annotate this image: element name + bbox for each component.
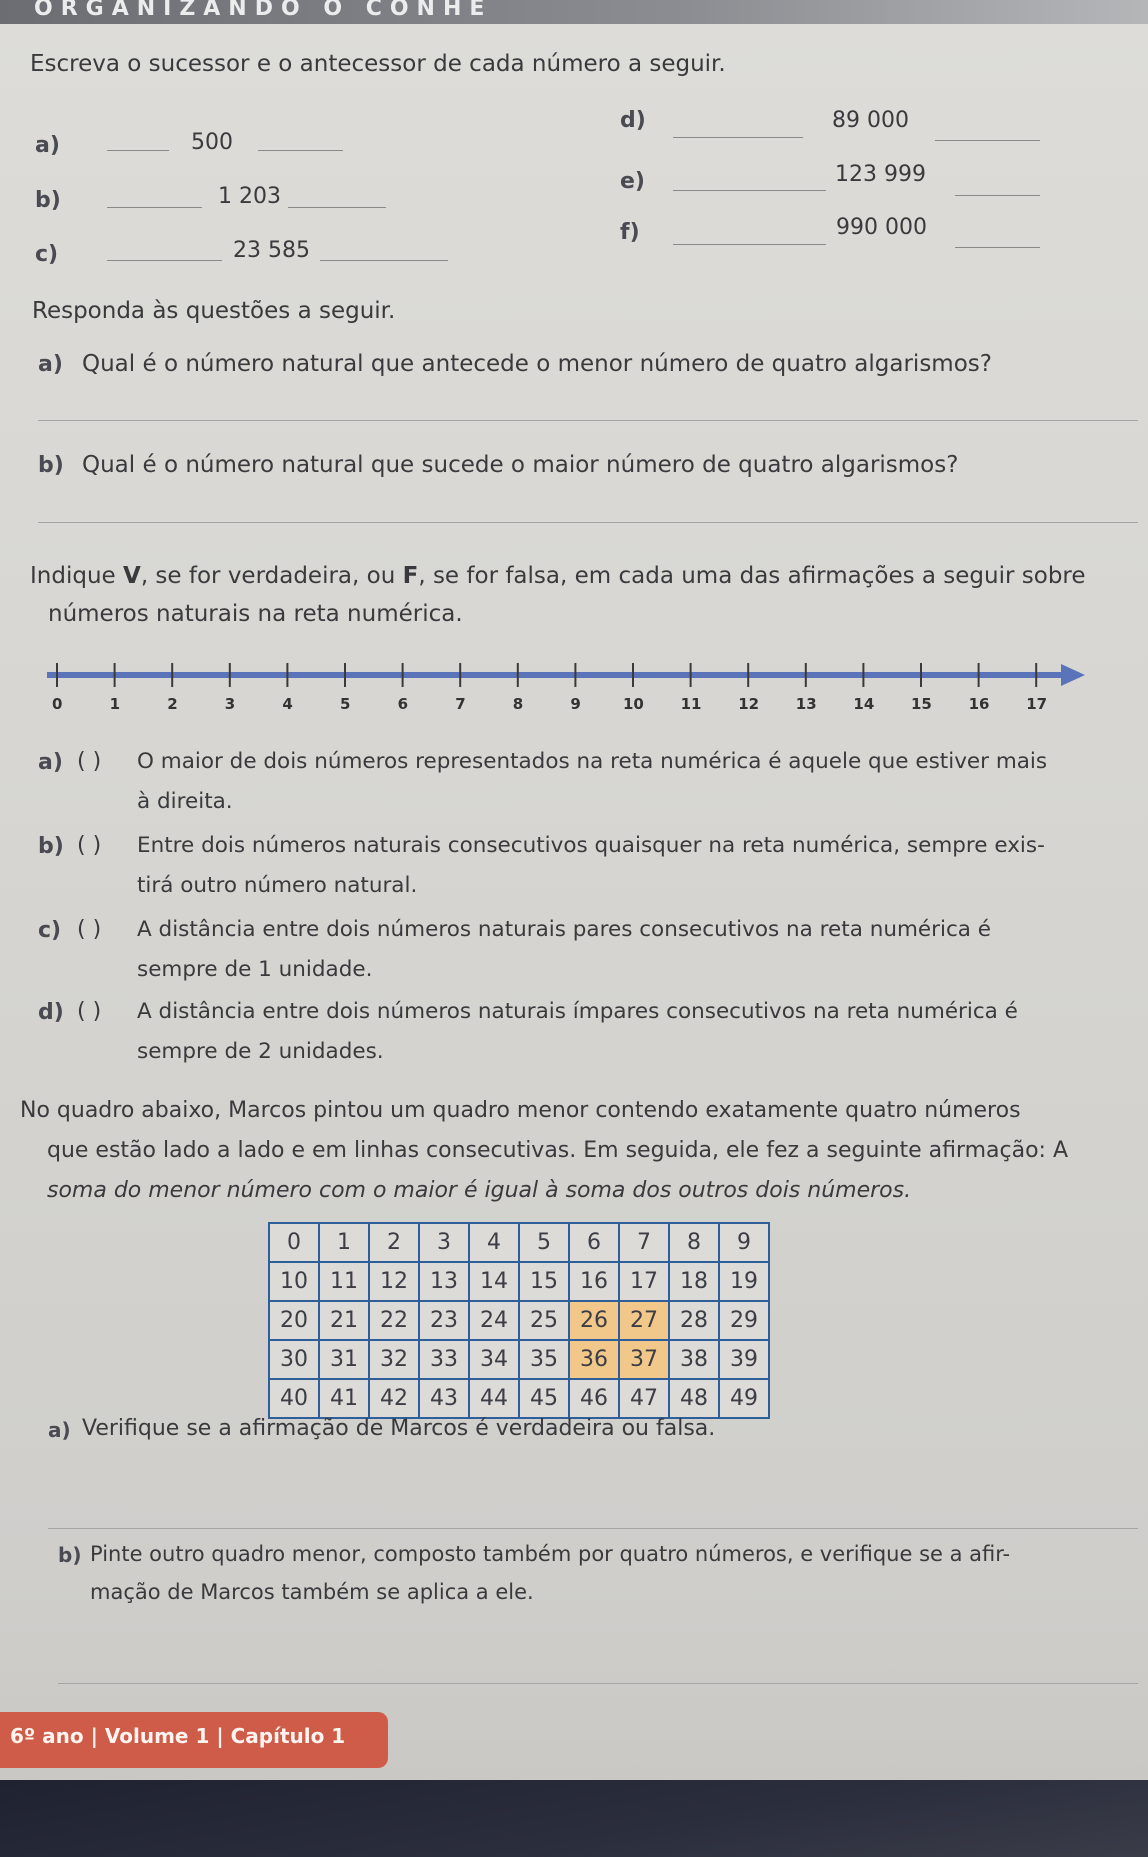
q4-a-text: Verifique se a afirmação de Marcos é verdadeira ou falsa. — [82, 1416, 716, 1441]
number-line-label: 1 — [109, 695, 121, 713]
number-line-label: 6 — [397, 695, 409, 713]
grid-row — [269, 1262, 769, 1301]
grid-cell-highlighted[interactable]: 36 — [569, 1340, 619, 1379]
grid-cell[interactable]: 42 — [369, 1379, 419, 1418]
q1-a-number: 500 — [191, 130, 233, 155]
q3-prompt-line1 — [30, 562, 1086, 590]
grid-cell[interactable]: 28 — [669, 1301, 719, 1340]
number-line-label: 11 — [680, 695, 702, 713]
q1-f-blank-left[interactable] — [673, 244, 826, 245]
q1-c-number: 23 585 — [233, 238, 310, 263]
q2-b-text: Qual é o número natural que sucede o maior número de quatro algarismos? — [82, 452, 959, 478]
grid-cell[interactable]: 0 — [269, 1223, 319, 1262]
q4-a-answer-line[interactable] — [48, 1528, 1138, 1529]
grid-cell[interactable]: 31 — [319, 1340, 369, 1379]
grid-cell[interactable]: 34 — [469, 1340, 519, 1379]
q2-a-letter: a) — [38, 352, 63, 377]
grid-cell[interactable]: 47 — [619, 1379, 669, 1418]
number-line-label: 2 — [167, 695, 178, 713]
q1-c-blank-right[interactable] — [320, 260, 448, 261]
grid-cell[interactable]: 5 — [519, 1223, 569, 1262]
grid-cell[interactable]: 9 — [719, 1223, 769, 1262]
number-line-label: 16 — [968, 695, 990, 713]
grid-cell[interactable]: 12 — [369, 1262, 419, 1301]
q2-prompt: Responda às questões a seguir. — [32, 298, 396, 324]
q3-prompt-line2: números naturais na reta numérica. — [48, 601, 463, 627]
grid-cell[interactable]: 41 — [319, 1379, 369, 1418]
q1-e-blank-right[interactable] — [955, 195, 1040, 196]
bottom-shadow — [0, 1780, 1148, 1857]
number-line-label: 13 — [795, 695, 817, 713]
grid-cell[interactable]: 30 — [269, 1340, 319, 1379]
q3-item-line1: A distância entre dois números naturais pares consecutivos na reta numérica é — [137, 917, 991, 942]
grid-cell[interactable]: 20 — [269, 1301, 319, 1340]
grid-cell-highlighted[interactable]: 37 — [619, 1340, 669, 1379]
q1-a-blank-left[interactable] — [107, 150, 169, 151]
q1-e-letter: e) — [620, 169, 645, 194]
grid-cell[interactable]: 2 — [369, 1223, 419, 1262]
grid-cell[interactable]: 39 — [719, 1340, 769, 1379]
q2-a-answer-line[interactable] — [38, 420, 1138, 421]
q1-b-number: 1 203 — [218, 184, 281, 209]
q1-a-blank-right[interactable] — [258, 150, 343, 151]
grid-cell[interactable]: 44 — [469, 1379, 519, 1418]
grid-cell-highlighted[interactable]: 26 — [569, 1301, 619, 1340]
grid-cell[interactable]: 49 — [719, 1379, 769, 1418]
grid-cell[interactable]: 43 — [419, 1379, 469, 1418]
q3-item-line1: Entre dois números naturais consecutivos quaisquer na reta numérica, sempre exis- — [137, 833, 1045, 858]
q4-b-line1: Pinte outro quadro menor, composto também por quatro números, e verifique se a afir- — [90, 1542, 1011, 1566]
q1-f-blank-right[interactable] — [955, 247, 1040, 248]
q4-b-letter: b) — [58, 1543, 82, 1567]
q4-line2: que estão lado a lado e em linhas consecutivas. Em seguida, ele fez a seguinte afirmação: A — [47, 1138, 1069, 1163]
grid-cell[interactable]: 46 — [569, 1379, 619, 1418]
grid-cell-highlighted[interactable]: 27 — [619, 1301, 669, 1340]
q3-item-letter: d) — [38, 1000, 64, 1025]
q1-f-number: 990 000 — [836, 215, 927, 240]
q1-e-number: 123 999 — [835, 162, 926, 187]
grid-cell[interactable]: 7 — [619, 1223, 669, 1262]
q4-b-answer-line[interactable] — [58, 1683, 1138, 1684]
q3-item-line1: O maior de dois números representados na reta numérica é aquele que estiver mais — [137, 749, 1048, 774]
grid-cell[interactable]: 16 — [569, 1262, 619, 1301]
q1-c-letter: c) — [35, 242, 59, 267]
q3-item-line2: tirá outro número natural. — [137, 873, 418, 898]
grid-cell[interactable]: 24 — [469, 1301, 519, 1340]
grid-cell[interactable]: 6 — [569, 1223, 619, 1262]
q1-d-letter: d) — [620, 108, 646, 133]
q4-a-letter: a) — [48, 1418, 71, 1442]
q1-d-number: 89 000 — [832, 108, 909, 133]
q1-b-letter: b) — [35, 188, 61, 213]
q3-prompt-post: , se for falsa, em cada uma das afirmações a seguir sobre — [418, 563, 1086, 589]
grid-cell[interactable]: 13 — [419, 1262, 469, 1301]
q3-item-answer-box[interactable]: ( ) — [77, 999, 102, 1024]
grid-cell[interactable]: 48 — [669, 1379, 719, 1418]
grid-cell[interactable]: 17 — [619, 1262, 669, 1301]
grid-cell[interactable]: 25 — [519, 1301, 569, 1340]
q2-b-letter: b) — [38, 453, 64, 478]
q3-item-answer-box[interactable]: ( ) — [77, 749, 102, 774]
grid-cell[interactable]: 32 — [369, 1340, 419, 1379]
q3-item-line2: sempre de 1 unidade. — [137, 957, 373, 982]
grid-cell[interactable]: 23 — [419, 1301, 469, 1340]
q2-b-answer-line[interactable] — [38, 522, 1138, 523]
q3-item-answer-box[interactable]: ( ) — [77, 833, 102, 858]
number-line-label: 5 — [340, 695, 351, 713]
number-line-label: 15 — [911, 695, 932, 713]
q3-item-letter: c) — [38, 918, 62, 943]
grid-cell[interactable]: 45 — [519, 1379, 569, 1418]
q1-c-blank-left[interactable] — [107, 260, 222, 261]
q3-v-letter: V — [123, 563, 141, 589]
grid-cell[interactable]: 38 — [669, 1340, 719, 1379]
grid-cell[interactable]: 11 — [319, 1262, 369, 1301]
q1-f-letter: f) — [620, 220, 640, 245]
grid-cell[interactable]: 21 — [319, 1301, 369, 1340]
grid-row — [269, 1340, 769, 1379]
grid-cell[interactable]: 14 — [469, 1262, 519, 1301]
q1-prompt: Escreva o sucessor e o antecessor de cada número a seguir. — [30, 51, 726, 77]
number-line-label: 4 — [282, 695, 293, 713]
q3-item-line2: sempre de 2 unidades. — [137, 1039, 384, 1064]
q3-f-letter: F — [402, 563, 419, 589]
grid-row — [269, 1379, 769, 1418]
number-line-label: 12 — [738, 695, 760, 713]
q1-e-blank-left[interactable] — [673, 190, 826, 191]
section-banner — [0, 0, 1148, 24]
grid-cell[interactable]: 22 — [369, 1301, 419, 1340]
grid-cell[interactable]: 4 — [469, 1223, 519, 1262]
grid-cell[interactable]: 1 — [319, 1223, 369, 1262]
number-line-label: 0 — [52, 695, 63, 713]
footer-text: 6º ano | Volume 1 | Capítulo 1 — [10, 1724, 346, 1748]
q3-item-answer-box[interactable]: ( ) — [77, 917, 102, 942]
footer-badge — [0, 1712, 388, 1768]
number-line-label: 9 — [570, 695, 581, 713]
number-line-label: 10 — [623, 695, 644, 713]
q3-item-letter: b) — [38, 834, 64, 859]
grid-row — [269, 1301, 769, 1340]
grid-cell[interactable]: 8 — [669, 1223, 719, 1262]
q1-a-letter: a) — [35, 133, 60, 158]
q4-b-line2: mação de Marcos também se aplica a ele. — [90, 1580, 534, 1604]
grid-cell[interactable]: 3 — [419, 1223, 469, 1262]
q1-d-blank-left[interactable] — [673, 137, 803, 138]
number-line-label: 7 — [455, 695, 466, 713]
grid-cell[interactable]: 19 — [719, 1262, 769, 1301]
banner-title: ORGANIZANDO O CONHE — [34, 0, 493, 21]
grid-row — [269, 1223, 769, 1262]
grid-cell[interactable]: 18 — [669, 1262, 719, 1301]
number-line-label: 17 — [1026, 695, 1048, 713]
grid-cell[interactable]: 15 — [519, 1262, 569, 1301]
number-line-label: 14 — [853, 695, 875, 713]
q3-prompt-pre: Indique — [30, 563, 123, 589]
grid-cell[interactable]: 33 — [419, 1340, 469, 1379]
q3-item-line1: A distância entre dois números naturais ímpares consecutivos na reta numérica é — [137, 999, 1018, 1024]
q1-b-blank-right[interactable] — [288, 207, 386, 208]
q3-prompt-mid: , se for verdadeira, ou — [140, 563, 403, 589]
grid-cell[interactable]: 35 — [519, 1340, 569, 1379]
grid-cell[interactable]: 40 — [269, 1379, 319, 1418]
number-line-label: 3 — [224, 695, 236, 713]
number-line — [45, 655, 1095, 715]
q3-item-line2: à direita. — [137, 789, 233, 814]
q3-item-letter: a) — [38, 750, 63, 775]
number-line-arrow — [1061, 664, 1085, 686]
q1-b-blank-left[interactable] — [107, 207, 202, 208]
q4-line1: No quadro abaixo, Marcos pintou um quadro menor contendo exatamente quatro números — [20, 1098, 1021, 1123]
q2-a-text: Qual é o número natural que antecede o menor número de quatro algarismos? — [82, 351, 992, 377]
number-grid — [268, 1222, 770, 1419]
grid-cell[interactable]: 29 — [719, 1301, 769, 1340]
q1-d-blank-right[interactable] — [935, 140, 1040, 141]
number-line-label: 8 — [512, 695, 524, 713]
grid-cell[interactable]: 10 — [269, 1262, 319, 1301]
q4-line3: soma do menor número com o maior é igual à soma dos outros dois números. — [47, 1178, 912, 1203]
